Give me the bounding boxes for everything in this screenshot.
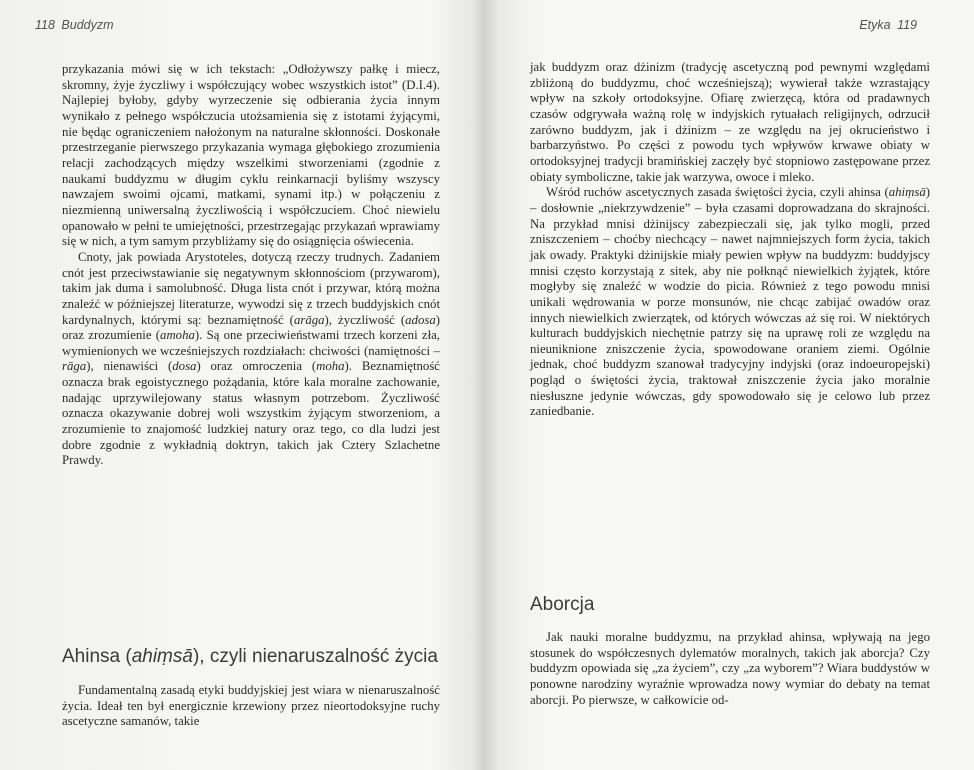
paragraph-ahinsa-extremes (530, 185, 930, 420)
running-head-title-right: Etyka (859, 18, 891, 32)
paragraph-text: ) oraz omroczenia ( (196, 359, 317, 374)
term-raga: rāga (62, 359, 87, 374)
paragraph-text: ) – dosłownie „niekrzywdzenie” – była czasami doprowadzana do skrajności. Na przykład mnisi dżinijscy zabezpieczali się, jak tylko mogli, przed zniszczeniem – choćby niechcący – nawet najmniejszych form życia, takich jak owady. Praktyki dżinijskie miały pewien wpływ na buddyzm: buddyjscy mnisi często korzystają z sitek, aby nie połknąć niewielkich żyjątek, które mogłyby się znaleźć w wodzie do picia. Również z tego powodu mnisi unikali wędrowania w porze monsunów, nie chcąc zabijać owadów oraz innych niewielkich zwierzątek, od których wówczas aż się roi. W niektórych kulturach buddyjskich niechętnie patrzy się na uprawę roli ze względu na nieuniknione zniszczenie życia, spowodowane oraniem ziemi. Ogólnie jednak, choć buddyzm szanował tradycyjny indyjski (oraz indoeuropejski) pogląd o świętości życia, traktował zniszczenie życia jako moralnie niesłuszne jedynie wówczas, gdy spowodowało się je celowo lub przez zaniedbanie. (530, 185, 930, 419)
term-dosa: dosa (172, 359, 197, 374)
paragraph-text: ), nienawiści ( (86, 359, 173, 374)
running-head-title-left: Buddyzm (61, 18, 114, 32)
heading-term: ahiṃsā (131, 646, 193, 667)
paragraph-ahinsa-intro: Fundamentalną zasadą etyki buddyjskiej jest wiara w nienaruszalność życia. Ideał ten był energicznie krzewiony przez nieortodoksyjne ruchy ascetyczne samanów, takie (62, 683, 440, 729)
paragraph-text: Wśród ruchów ascetycznych zasada świętości życia, czyli ahinsa ( (546, 185, 889, 200)
running-head-left (32, 18, 114, 32)
paragraph-text: Cnoty, jak powiada Arystoteles, dotyczą rzeczy trudnych. Zadaniem cnót jest przeciwstawianie się negatywnym skłonnościom (przywarom), takim jak duma i samolubność. Długa lista cnót i przywar, którą można znaleźć w późniejszej literaturze, wywodzi się z trzech buddyjskich cnót kardynalnych, którymi są: beznamiętność ( (62, 249, 440, 327)
term-amoha: amoha (160, 328, 195, 343)
section-heading-ahinsa (62, 646, 438, 668)
left-body-text (62, 62, 440, 469)
page-number-left: 118 (35, 18, 55, 32)
left-page (0, 0, 478, 770)
right-section-body (530, 630, 930, 708)
paragraph-text: ). Są one przeciwieństwami trzech korzeni zła, wymienionych we wcześniejszych rozdziałach: chciwości (namiętności – (62, 328, 440, 358)
paragraph-continuation: jak buddyzm oraz dżinizm (tradycję ascetyczną pod pewnymi względami zbliżoną do buddyzmu, choć wcześniejszą); wywierał także wzrastający wpływ na szkoły ortodoksyjne. Ofiarę zwierzęcą, która od pradawnych czasów odgrywała ważną rolę w indyjskich rytuałach religijnych, odrzucił zarówno buddyzm, jak i dżinizm – ze względu na jej okrucieństwo i barbarzyństwo. Po części z powodu tych wpływów krwawe obiaty w ortodoksyjnej tradycji bramińskiej zaczęły być stopniowo zastępowane przez obiaty symboliczne, takie jak warzywa, owoce i mleko. (530, 60, 930, 184)
page-number-right: 119 (897, 18, 917, 32)
heading-text: Ahinsa ( (62, 646, 132, 667)
paragraph-text: przykazania mówi się w ich tekstach: „Odłożywszy pałkę i miecz, skromny, żyje życzliwy i współczujący wobec wszystkich istot” (D.I.4). Najlepiej byłoby, gdyby wyrzeczenie się odbierania życia innym wynikało z pełnego współczucia utożsamienia się z istotami żyjącymi, nie będąc ograniczeniem nałożonym na naturalne skłonności. Doskonałe przestrzeganie pierwszego przykazania wymaga głębokiego zrozumienia relacji zachodzących między wszelkimi stworzeniami (zgodnie z naukami buddyzmu w długim cyklu reinkarnacji byliśmy wszyscy nawzajem swoimi ojcami, matkami, synami itp.) w połączeniu z niezmienną uniwersalną życzliwością i współczuciem. Choć niewielu opanowało w pełni te umiejętności, przestrzegając przykazań wprawiamy się w nich, a tym samym przybliżamy się do osiągnięcia oświecenia. (62, 62, 440, 249)
term-ahimsa: ahiṃsā (888, 185, 926, 200)
running-head-right (859, 18, 920, 32)
term-araga: arāga (293, 312, 325, 327)
left-section-body (62, 683, 440, 730)
paragraph-text: ), życzliwość ( (324, 312, 406, 327)
paragraph-aborcja-intro: Jak nauki moralne buddyzmu, na przykład ahinsa, wpływają na jego stosunek do współczesnych dylematów moralnych, takich jak aborcja? Czy buddyzm opowiada się „za życiem”, czy „za wyborem”? Wiara buddystów w ponowne narodziny wyraźnie wprowadza nowy wymiar do debaty na temat aborcji. Po pierwsze, w całkowicie od- (530, 630, 930, 707)
heading-text: ), czyli nienaruszalność życia (192, 646, 438, 667)
right-body-text (530, 60, 930, 420)
paragraph-virtues (62, 250, 440, 469)
term-moha: moha (316, 359, 345, 374)
right-page (478, 0, 974, 770)
paragraph-continuation (62, 62, 440, 250)
paragraph-text: ). Beznamiętność oznacza brak egoistycznego pożądania, które kala moralne zachowanie, nadając uprzywilejowany status własnym potrzebom. Życzliwość oznacza okazywanie dobrej woli wszystkim żyjącym stworzeniom, a zrozumienie to znajomość ludzkiej natury oraz tego, co dla ludzi jest dobre zgodnie z wykładnią doktryn, takich jak Cztery Szlachetne Prawdy. (62, 359, 440, 468)
section-heading-aborcja: Aborcja (530, 594, 595, 615)
term-adosa: adosa (405, 312, 436, 327)
paragraph-text: ) oraz zrozumienie ( (62, 312, 440, 343)
